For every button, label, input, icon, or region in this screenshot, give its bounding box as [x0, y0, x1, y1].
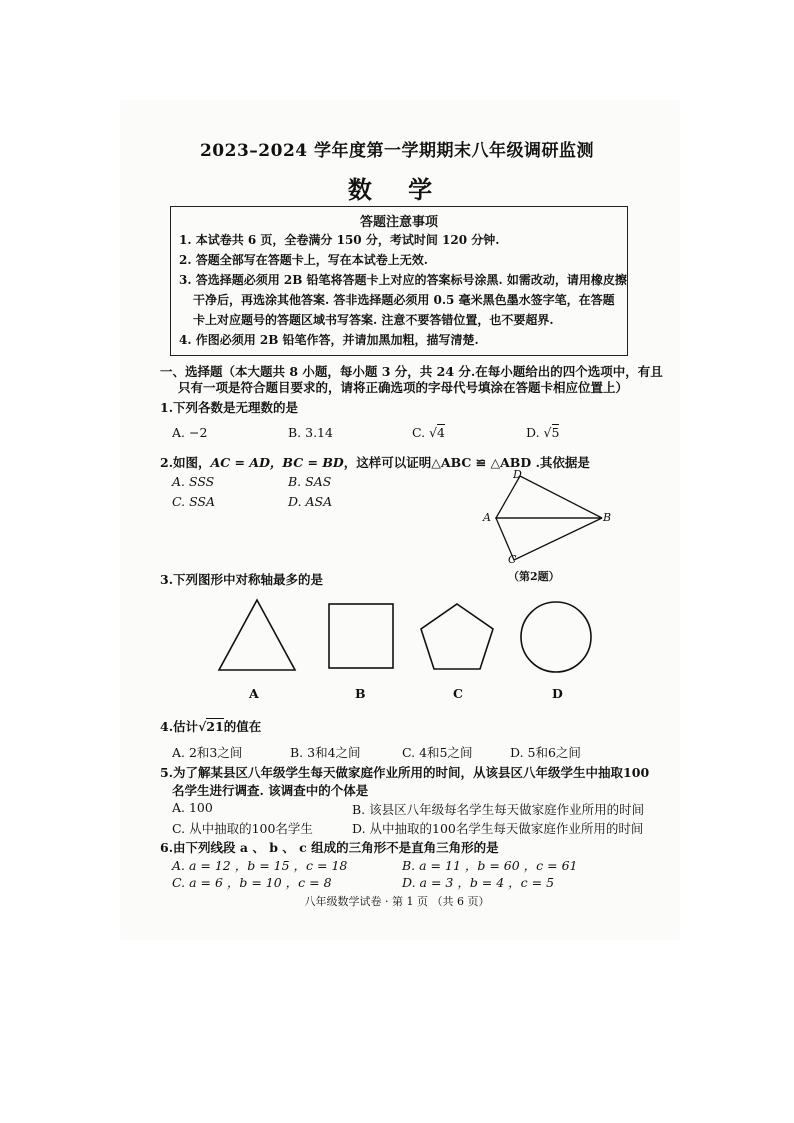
q3-figures: [205, 592, 605, 682]
pentagon-shape: [421, 604, 493, 669]
q5-stem-line2: 名学生进行调查. 该调查中的个体是: [172, 783, 369, 798]
sqrt-symbol: √: [198, 719, 207, 734]
notice-item-3-cont2: 卡上对应题号的答题区域书写答案. 注意不要答错位置，也不要超界.: [193, 313, 554, 327]
notice-item-1: 1. 本试卷共 6 页，全卷满分 150 分，考试时间 120 分钟.: [179, 233, 500, 247]
q4-stem: 4.估计√21的值在: [160, 719, 262, 734]
q1-option-a: A. −2: [172, 425, 208, 440]
q1-option-b: B. 3.14: [288, 425, 333, 440]
notice-item-3: 3. 答选择题必须用 2B 铅笔将答题卡上对应的答案标号涂黑. 如需改动，请用橡皮擦: [179, 273, 627, 287]
exam-subject: 数 学: [347, 175, 447, 204]
q3-label-b: B: [355, 686, 366, 701]
q2-point-d: D: [513, 468, 522, 481]
q1-stem: 1.下列各数是无理数的是: [160, 400, 299, 415]
q2-point-b: B: [603, 511, 612, 524]
q6-option-a: A. a = 12 ，b = 15 ，c = 18: [172, 858, 348, 873]
q4-option-b: B. 3和4之间: [290, 745, 361, 760]
q1-option-d: D. √5: [526, 425, 560, 440]
notice-box: [170, 206, 628, 356]
exam-title: 2023–2024 学年度第一学期期末八年级调研监测: [199, 141, 595, 161]
q6-option-d: D. a = 3 ，b = 4 ，c = 5: [402, 875, 555, 890]
q4-option-d: D. 5和6之间: [510, 745, 581, 760]
sqrt-symbol: √: [429, 425, 438, 440]
square-shape: [329, 604, 393, 668]
q2-option-b: B. SAS: [288, 474, 332, 489]
q2-option-a: A. SSS: [172, 474, 215, 489]
q2-stem: 2.如图，AC = AD，BC = BD，这样可以证明△ABC ≌ △ABD .其依据是: [160, 455, 590, 470]
q2-option-d: D. ASA: [288, 494, 333, 509]
q2-figure: [478, 468, 618, 578]
notice-item-4: 4. 作图必须用 2B 铅笔作答，并请加黑加粗，描写清楚.: [179, 333, 479, 347]
sqrt-symbol: √: [543, 425, 552, 440]
q3-label-d: D: [552, 686, 563, 701]
q5-option-c: C. 从中抽取的100名学生: [172, 821, 313, 836]
notice-item-3-cont1: 干净后，再选涂其他答案. 答非选择题必须用 0.5 毫米黑色墨水签字笔，在答题: [193, 293, 615, 307]
q2-figure-caption: （第2题）: [508, 570, 560, 583]
q6-option-c: C. a = 6 ，b = 10 ，c = 8: [172, 875, 332, 890]
q2-point-c: C: [508, 553, 517, 566]
notice-title: 答题注意事项: [359, 215, 438, 230]
triangle-abd: [496, 476, 602, 518]
triangle-shape: [219, 600, 295, 670]
q2-point-a: A: [483, 511, 491, 524]
q5-stem-line1: 5.为了解某县区八年级学生每天做家庭作业所用的时间，从该县区八年级学生中抽取100: [160, 765, 650, 780]
page-footer: 八年级数学试卷 · 第 1 页 （共 6 页）: [304, 895, 490, 908]
q5-option-d: D. 从中抽取的100名学生每天做家庭作业所用的时间: [352, 821, 644, 836]
q5-option-a: A. 100: [172, 800, 213, 815]
q2-option-c: C. SSA: [172, 494, 215, 509]
q3-label-c: C: [453, 686, 463, 701]
q3-label-a: A: [249, 686, 259, 701]
q3-stem: 3.下列图形中对称轴最多的是: [160, 572, 324, 587]
q4-option-c: C. 4和5之间: [402, 745, 473, 760]
q4-option-a: A. 2和3之间: [172, 745, 243, 760]
section1-heading-line1: 一、选择题（本大题共 8 小题，每小题 3 分，共 24 分.在每小题给出的四个选项中，有且: [160, 364, 663, 379]
section1-heading-line2: 只有一项是符合题目要求的，请将正确选项的字母代号填涂在答题卡相应位置上）: [178, 380, 629, 395]
circle-shape: [521, 602, 591, 672]
q6-stem: 6.由下列线段 a 、 b 、 c 组成的三角形不是直角三角形的是: [160, 840, 499, 855]
q1-option-c: C. √4: [412, 425, 445, 440]
notice-item-2: 2. 答题全部写在答题卡上，写在本试卷上无效.: [179, 253, 428, 267]
q6-option-b: B. a = 11 ，b = 60 ，c = 61: [402, 858, 578, 873]
q5-option-b: B. 该县区八年级每名学生每天做家庭作业所用的时间: [352, 802, 645, 817]
